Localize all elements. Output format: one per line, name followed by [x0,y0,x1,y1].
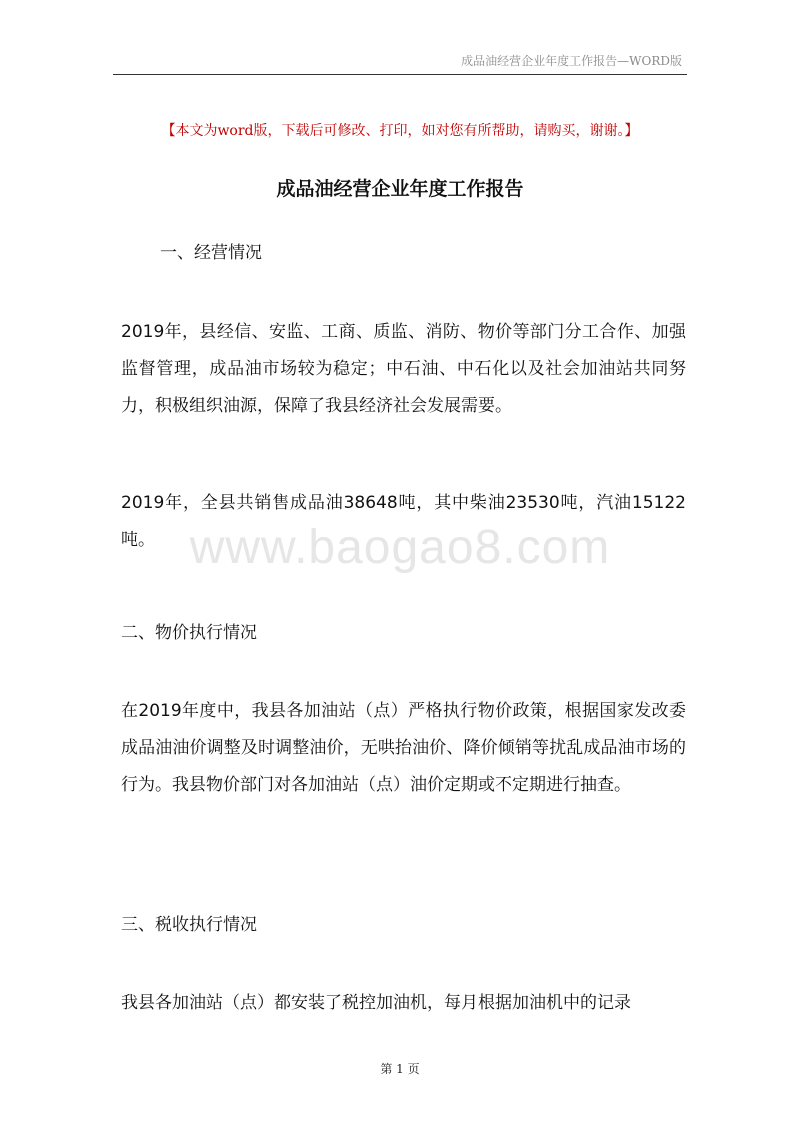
header-divider [113,74,687,75]
paragraph-tax: 我县各加油站（点）都安装了税控加油机，每月根据加油机中的记录 [121,993,631,1013]
page-number: 第 1 页 [380,1062,420,1076]
purchase-notice: 【本文为word版，下载后可修改、打印，如对您有所帮助，请购买，谢谢。】 [161,123,639,139]
section-heading-operations: 一、经营情况 [160,243,262,263]
paragraph-operations: 2019年，县经信、安监、工商、质监、消防、物价等部门分工合作、加强监督管理，成品油市场较为稳定；中石油、中石化以及社会加油站共同努力，积极组织油源，保障了我县经济社会发展需要。 [121,322,686,416]
watermark: www.baogao8.com [189,521,611,574]
running-header: 成品油经营企业年度工作报告—WORD版 [461,54,682,68]
paragraph-pricing: 在2019年度中，我县各加油站（点）严格执行物价政策，根据国家发改委成品油油价调整及时调整油价，无哄抬油价、降价倾销等扰乱成品油市场的行为。我县物价部门对各加油站（点）油价定期或不定期进行抽查。 [121,701,686,795]
section-heading-pricing: 二、物价执行情况 [121,623,257,643]
paragraph-sales-volume: 2019年，全县共销售成品油38648吨，其中柴油23530吨，汽油15122吨。 [121,493,686,550]
section-heading-tax: 三、税收执行情况 [121,915,257,935]
document-title: 成品油经营企业年度工作报告 [276,178,524,200]
